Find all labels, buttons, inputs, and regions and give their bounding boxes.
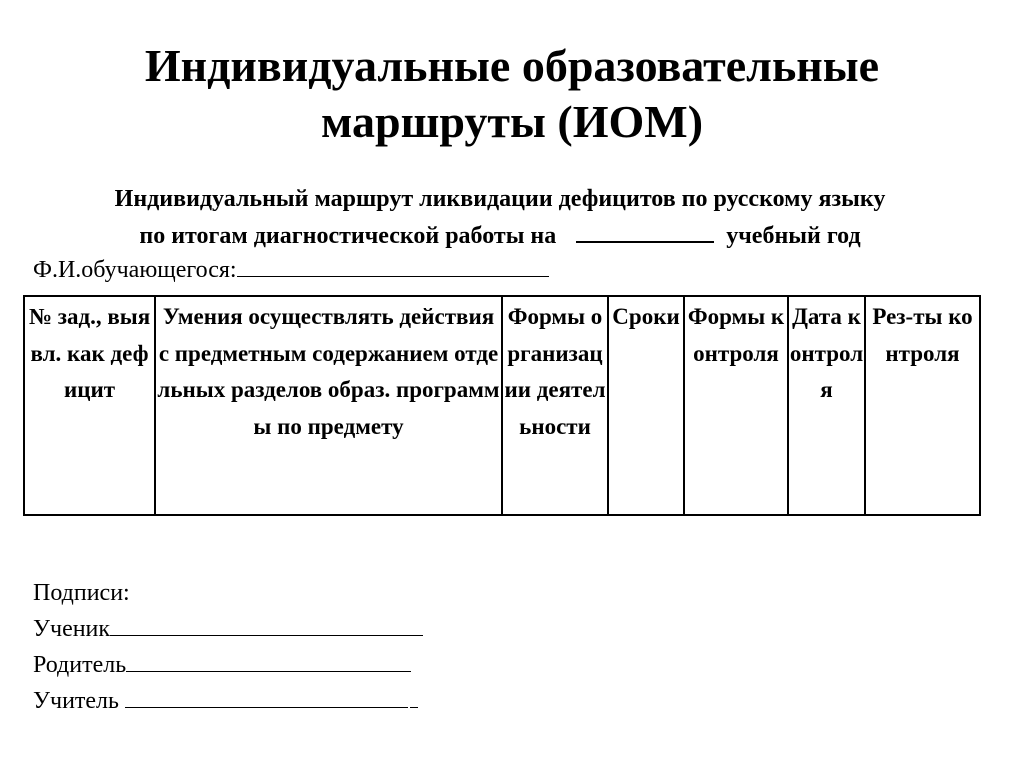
subtitle-line-2: [0, 219, 1000, 251]
column-header-skills: Умения осуществлять действия с предметным содержанием отдельных разделов образ. программы по предмету: [155, 296, 502, 515]
signatures-heading: Подписи:: [33, 580, 130, 606]
signature-blank-student[interactable]: [110, 611, 423, 636]
signature-label-parent: Родитель: [33, 652, 127, 678]
student-name-label: Ф.И.обучающегося:: [33, 257, 237, 283]
page-title: [0, 38, 1024, 150]
student-name-blank[interactable]: [237, 252, 549, 277]
subtitle-line-1: Индивидуальный маршрут ликвидации дефицитов по русскому языку: [114, 186, 886, 212]
column-header-control-results: Рез-ты контроля: [865, 296, 980, 515]
signature-row-teacher: [33, 683, 423, 719]
column-header-activity-forms: Формы организации деятельности: [502, 296, 608, 515]
student-name-row: [33, 252, 549, 285]
signature-blank-teacher[interactable]: [125, 683, 408, 708]
column-header-task: № зад., выявл. как дефицит: [24, 296, 155, 515]
iom-table: [23, 295, 981, 516]
signature-blank-parent[interactable]: [126, 647, 411, 672]
signature-row-parent: [33, 647, 423, 683]
signature-row-student: [33, 611, 423, 647]
column-header-control-forms: Формы контроля: [684, 296, 788, 515]
title-line-2: маршруты (ИОМ): [320, 96, 704, 147]
school-year-blank[interactable]: [576, 219, 714, 243]
column-header-terms: Сроки: [608, 296, 684, 515]
title-line-1: Индивидуальные образовательные: [144, 40, 880, 91]
subtitle-suffix: учебный год: [726, 223, 861, 249]
signatures: [33, 576, 423, 719]
signature-label-teacher: Учитель: [33, 688, 119, 714]
signature-tail-mark: [410, 689, 418, 708]
signature-label-student: Ученик: [33, 616, 111, 642]
table-header-row: [24, 296, 980, 515]
subtitle-prefix: по итогам диагностической работы на: [139, 223, 557, 249]
column-header-control-date: Дата контроля: [788, 296, 865, 515]
